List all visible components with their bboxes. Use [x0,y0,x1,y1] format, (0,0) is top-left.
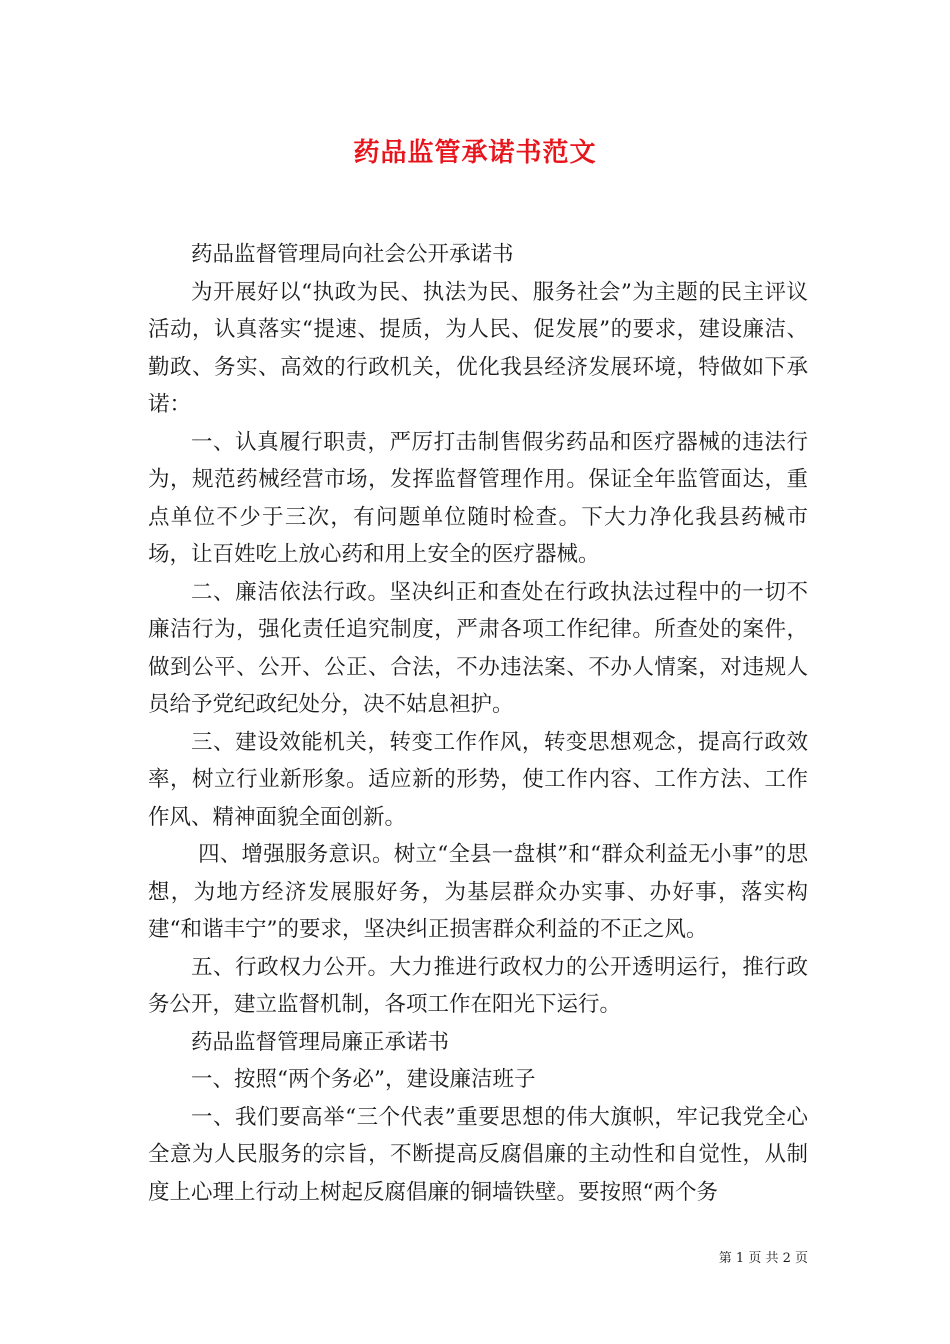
paragraph-heading-public-commitment: 药品监督管理局向社会公开承诺书 [191,242,514,267]
paragraph-heading-integrity-commitment: 药品监督管理局廉正承诺书 [191,1029,450,1055]
paragraph-item-2: 二、廉洁依法行政。坚决纠正和查处在行政执法过程中的一切不廉洁行为，强化责任追究制度，严肃各项工作纪律。所查处的案件，做到公平、公开、公正、合法，不办违法案、不办人情案，对违规人员给予党纪政纪处分，决不姑息袒护。 [148,579,808,717]
paragraph-item-5: 五、行政权力公开。大力推进行政权力的公开透明运行，推行政务公开，建立监督机制，各项工作在阳光下运行。 [148,954,808,1017]
paragraph-intro: 为开展好以“执政为民、执法为民、服务社会”为主题的民主评议活动，认真落实“提速、提质，为人民、促发展”的要求，建设廉洁、勤政、务实、高效的行政机关，优化我县经济发展环境，特做如下承诺： [148,279,808,417]
document-body [148,236,808,1211]
paragraph-integrity-item-1: 一、我们要高举“三个代表”重要思想的伟大旗帜，牢记我党全心全意为人民服务的宗旨，不断提高反腐倡廉的主动性和自觉性，从制度上心理上行动上树起反腐倡廉的铜墙铁壁。要按照“两个务 [148,1104,808,1205]
paragraph-item-3: 三、建设效能机关，转变工作作风，转变思想观念，提高行政效率，树立行业新形象。适应新的形势，使工作内容、工作方法、工作作风、精神面貌全面创新。 [148,729,808,830]
paragraph-item-4: 四、增强服务意识。树立“全县一盘棋”和“群众利益无小事”的思想，为地方经济发展服好务，为基层群众办实事、办好事，落实构建“和谐丰宁”的要求，坚决纠正损害群众利益的不正之风。 [148,842,808,942]
paragraph-item-1: 一、认真履行职责，严厉打击制售假劣药品和医疗器械的违法行为，规范药械经营市场，发挥监督管理作用。保证全年监管面达，重点单位不少于三次，有问题单位随时检查。下大力净化我县药械市场，让百姓吃上放心药和用上安全的医疗器械。 [148,429,808,567]
paragraph-subheading-1: 一、按照“两个务必”，建设廉洁班子 [191,1067,536,1092]
page-title: 药品监管承诺书范文 [353,138,597,168]
page-number: 第 1 页 共 2 页 [718,1251,808,1266]
